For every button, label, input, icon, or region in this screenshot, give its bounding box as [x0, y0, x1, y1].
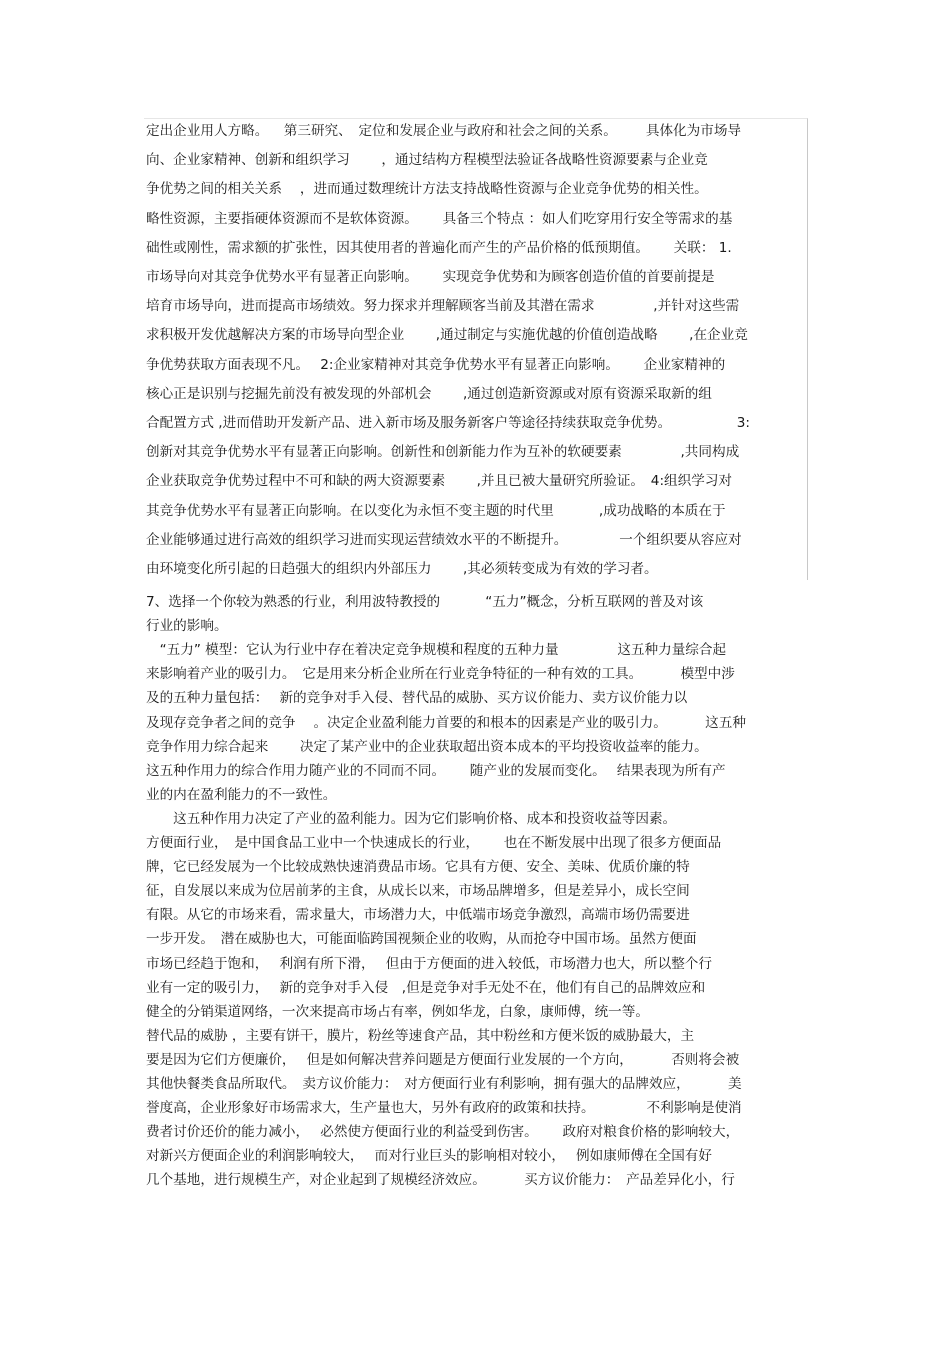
text-line: 略性资源，主要指硬体资源而不是软体资源。 具备三个特点 ：如人们吃穿用行安全等需求的基 — [146, 210, 733, 227]
text-line: 企业能够通过进行高效的组织学习进而实现运营绩效水平的不断提升。 一个组织要从容应对 — [146, 531, 742, 548]
text-line: 这五种作用力决定了产业的盈利能力。因为它们影响价格、成本和投资收益等因素。 — [146, 810, 677, 827]
text-line: 创新对其竞争优势水平有显著正向影响。创新性和创新能力作为互补的软硬要素 ,共同构成 — [146, 444, 740, 461]
text-line: 替代品的威胁 ，主要有饼干，膜片，粉丝等速食产品，其中粉丝和方便米饭的威胁最大，主 — [146, 1027, 695, 1044]
text-line: 由环境变化所引起的日趋强大的组织内外部压力 ,其必须转变成为有效的学习者。 — [146, 561, 658, 577]
text-line: 牌，它已经发展为一个比较成熟快速消费品市场。它具有方便、安全、美味、优质价廉的特 — [146, 859, 690, 876]
text-line: 及的五种力量包括： 新的竞争对手入侵、替代品的威胁、买方议价能力、卖方议价能力以 — [146, 690, 688, 707]
text-line: 市场已经趋于饱和， 利润有所下滑， 但由于方便面的进入较低，市场潜力也大，所以整个行 — [146, 955, 712, 972]
text-line: 业有一定的吸引力， 新的竞争对手入侵 ,但是竞争对手无处不在，他们有自己的品牌效应和 — [146, 979, 706, 996]
text-line: 础性或刚性，需求额的扩张性，因其使用者的普遍化而产生的产品价格的低预期值。 关联： 1. — [146, 239, 732, 256]
text-line: 方便面行业， 是中国食品工业中一个快速成长的行业， 也在不断发展中出现了很多方便面品 — [146, 835, 722, 851]
text-line: 其竞争优势水平有显著正向影响。在以变化为永恒不变主题的时代里 ,成功战略的本质在于 — [146, 502, 726, 519]
text-line: 几个基地，进行规模生产，对企业起到了规模经济效应。 买方议价能力： 产品差异化小，行 — [146, 1172, 735, 1189]
text-line: 争优势获取方面表现不凡。 2:企业家精神对其竞争优势水平有显著正向影响。 企业家精神的 — [146, 356, 726, 373]
text-line: 市场导向对其竞争优势水平有显著正向影响。 实现竞争优势和为顾客创造价值的首要前提是 — [146, 269, 715, 285]
text-line: 企业获取竞争优势过程中不可和缺的两大资源要素 ,并且已被大量研究所验证。 4:组织学习对 — [146, 473, 733, 490]
text-line: 费者讨价还价的能力减小， 必然使方便面行业的利益受到伤害。 政府对粮食价格的影响较大， — [146, 1124, 740, 1141]
text-line: 这五种作用力的综合作用力随产业的不同而不同。 随产业的发展而变化。 结果表现为所有产 — [146, 762, 726, 779]
text-line: 誉度高，企业形象好市场需求大，生产量也大，另外有政府的政策和扶持。 不利影响是使消 — [146, 1100, 742, 1117]
text-line: 求积极开发优越解决方案的市场导向型企业 ,通过制定与实施优越的价值创造战略 ,在企业竞 — [146, 327, 748, 344]
text-line: 要是因为它们方便廉价， 但是如何解决营养问题是方便面行业发展的一个方向， 否则将会被 — [146, 1051, 740, 1068]
text-line: 7、选择一个你较为熟悉的行业，利用波特教授的 “五力”概念，分析互联网的普及对该 — [146, 594, 704, 610]
text-line: 向、企业家精神、创新和组织学习 ，通过结构方程模型法验证各战略性资源要素与企业竞 — [146, 152, 708, 169]
text-line: 及现存竞争者之间的竞争 。决定企业盈利能力首要的和根本的因素是产业的吸引力。 这五种 — [146, 714, 746, 731]
text-line: 培育市场导向，进而提高市场绩效。努力探求并理解顾客当前及其潜在需求 ,并针对这些需 — [146, 298, 740, 315]
text-line: “五力” 模型：它认为行业中存在着决定竞争规模和程度的五种力量 这五种力量综合起 — [146, 642, 727, 659]
text-line: 定出企业用人方略。 第三研究、 定位和发展企业与政府和社会之间的关系。 具体化为市场导 — [146, 123, 742, 139]
text-line: 征，自发展以来成为位居前茅的主食，从成长以来，市场品牌增多，但是差异小，成长空间 — [146, 883, 690, 900]
text-line: 来影响着产业的吸引力。 它是用来分析企业所在行业竞争特征的一种有效的工具。 模型中涉 — [146, 666, 735, 683]
text-line: 业的内在盈利能力的不一致性。 — [146, 786, 337, 803]
text-line: 健全的分销渠道网络，一次来提高市场占有率，例如华龙，白象，康师傅，统一等。 — [146, 1003, 649, 1020]
text-line: 一步开发。 潜在威胁也大，可能面临跨国视频企业的收购，从而抢夺中国市场。虽然方便面 — [146, 931, 697, 948]
text-line: 对新兴方便面企业的利润影响较大， 而对行业巨头的影响相对较小， 例如康师傅在全国有好 — [146, 1148, 712, 1165]
text-line: 争优势之间的相关关系 ，进而通过数理统计方法支持战略性资源与企业竞争优势的相关性。 — [146, 181, 708, 198]
text-line: 有限。从它的市场来看，需求量大，市场潜力大，中低端市场竞争激烈，高端市场仍需要进 — [146, 907, 690, 924]
text-line: 核心正是识别与挖掘先前没有被发现的外部机会 ,通过创造新资源或对原有资源采取新的组 — [146, 385, 712, 402]
text-line: 其他快餐类食品所取代。 卖方议价能力： 对方便面行业有利影响，拥有强大的品牌效应， 美 — [146, 1076, 742, 1092]
text-line: 合配置方式 ,进而借助开发新产品、进入新市场及服务新客户等途径持续获取竞争优势。 3: — [146, 415, 750, 431]
text-line: 行业的影响。 — [146, 618, 228, 635]
text-line: 竞争作用力综合起来 决定了某产业中的企业获取超出资本成本的平均投资收益率的能力。 — [146, 738, 708, 755]
